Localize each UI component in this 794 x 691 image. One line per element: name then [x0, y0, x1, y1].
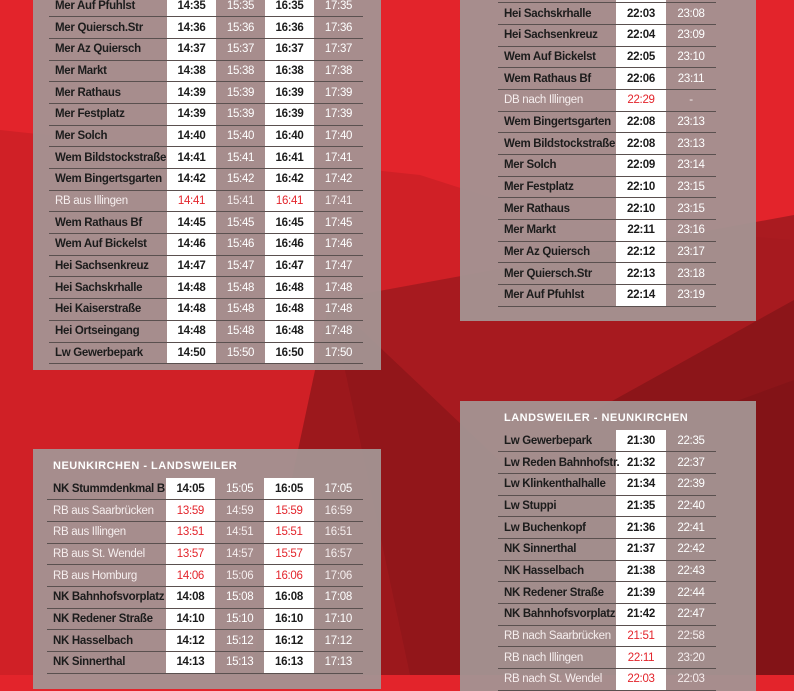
stop-name: Mer Rathaus	[49, 82, 167, 104]
departure-time: 16:57	[314, 543, 363, 565]
stop-name: Mer Rathaus	[498, 198, 616, 220]
stop-name: Mer Az Quiersch	[49, 38, 167, 60]
departure-time: 23:18	[666, 263, 716, 285]
table-row	[49, 17, 363, 39]
table-row	[498, 111, 716, 133]
departure-time: 14:12	[166, 630, 215, 652]
departure-time: 15:51	[264, 521, 313, 543]
timetable-table-bottom-right	[498, 430, 716, 691]
departure-time: 22:13	[616, 263, 666, 285]
departure-time: 14:35	[167, 0, 216, 17]
departure-time: 21:34	[616, 473, 666, 495]
timetable-table-top-left	[49, 0, 363, 364]
departure-time: 16:37	[265, 38, 314, 60]
departure-time: 14:05	[166, 478, 215, 500]
departure-time: 16:59	[314, 500, 363, 522]
stop-name: RB nach St. Wendel	[498, 669, 616, 691]
departure-time: 14:59	[215, 500, 264, 522]
table-row	[47, 543, 363, 565]
departure-time: 22:37	[666, 452, 716, 474]
departure-time: 22:03	[616, 3, 666, 25]
table-row	[49, 277, 363, 299]
departure-time: 14:48	[167, 277, 216, 299]
stop-name: Mer Auf Pfuhlst	[498, 285, 616, 307]
table-row	[49, 212, 363, 234]
stop-name: NK Sinnerthal	[498, 538, 616, 560]
table-row	[498, 560, 716, 582]
table-row	[498, 538, 716, 560]
departure-time: 17:48	[314, 277, 363, 299]
stop-name: Hei Sachsenkreuz	[498, 24, 616, 46]
departure-time: 22:58	[666, 625, 716, 647]
departure-time: 14:46	[167, 234, 216, 256]
departure-time: 23:15	[666, 198, 716, 220]
departure-time: 15:06	[215, 565, 264, 587]
stop-name: NK Stummdenkmal B	[47, 478, 166, 500]
departure-time: -	[666, 89, 716, 111]
timetable-panel-top-right	[460, 0, 756, 321]
stop-name: RB nach Illingen	[498, 647, 616, 669]
departure-time: 21:51	[616, 625, 666, 647]
stop-name: Lw Buchenkopf	[498, 517, 616, 539]
stop-name: Lw Stuppi	[498, 495, 616, 517]
departure-time: 22:43	[666, 560, 716, 582]
stop-name: Mer Quiersch.Str	[49, 17, 167, 39]
departure-time: 15:39	[216, 103, 265, 125]
table-row	[498, 198, 716, 220]
stop-name: Hei Sachsenkreuz	[49, 255, 167, 277]
departure-time: 21:35	[616, 495, 666, 517]
stop-name: Wem Auf Bickelst	[49, 234, 167, 256]
departure-time: 16:48	[265, 320, 314, 342]
departure-time: 15:57	[264, 543, 313, 565]
departure-time: 22:11	[616, 647, 666, 669]
departure-time: 15:05	[215, 478, 264, 500]
table-row	[49, 255, 363, 277]
stop-name: Mer Solch	[49, 125, 167, 147]
departure-time: 13:57	[166, 543, 215, 565]
departure-time: 16:08	[264, 586, 313, 608]
departure-time: 14:37	[167, 38, 216, 60]
departure-time: 17:05	[314, 478, 363, 500]
departure-time: 17:46	[314, 234, 363, 256]
table-row	[47, 630, 363, 652]
stop-name: Lw Klinkenthalhalle	[498, 473, 616, 495]
departure-time: 17:41	[314, 147, 363, 169]
table-row	[49, 147, 363, 169]
departure-time: 14:57	[215, 543, 264, 565]
table-row	[498, 430, 716, 452]
departure-time: 17:35	[314, 0, 363, 17]
departure-time: 15:42	[216, 169, 265, 191]
departure-time: 16:10	[264, 608, 313, 630]
departure-time: 22:41	[666, 517, 716, 539]
departure-time: 23:16	[666, 220, 716, 242]
table-row	[498, 241, 716, 263]
departure-time: 14:10	[166, 608, 215, 630]
departure-time: 17:40	[314, 125, 363, 147]
departure-time: 16:46	[265, 234, 314, 256]
departure-time: 21:36	[616, 517, 666, 539]
departure-time: 17:37	[314, 38, 363, 60]
stop-name: Hei Sachskrhalle	[498, 3, 616, 25]
departure-time: 14:40	[167, 125, 216, 147]
stop-name: Hei Ortseingang	[49, 320, 167, 342]
table-row	[498, 517, 716, 539]
departure-time: 16:12	[264, 630, 313, 652]
table-row	[47, 500, 363, 522]
departure-time: 21:42	[616, 604, 666, 626]
departure-time: 15:10	[215, 608, 264, 630]
departure-time: 22:10	[616, 198, 666, 220]
departure-time: 17:45	[314, 212, 363, 234]
departure-time: 21:39	[616, 582, 666, 604]
table-row	[49, 103, 363, 125]
stop-name: RB aus Saarbrücken	[47, 500, 166, 522]
table-row	[498, 495, 716, 517]
table-row	[498, 24, 716, 46]
table-row	[47, 521, 363, 543]
departure-time: 14:06	[166, 565, 215, 587]
stop-name: Mer Quiersch.Str	[498, 263, 616, 285]
departure-time: 22:47	[666, 604, 716, 626]
stop-name: Wem Bingertsgarten	[49, 169, 167, 191]
stop-name: NK Sinnerthal	[47, 652, 166, 674]
table-row	[49, 38, 363, 60]
departure-time: 22:14	[616, 285, 666, 307]
stop-name: RB aus St. Wendel	[47, 543, 166, 565]
departure-time: 23:13	[666, 111, 716, 133]
timetable-table-bottom-left	[47, 478, 363, 674]
table-row	[498, 133, 716, 155]
table-row	[49, 299, 363, 321]
departure-time: 22:12	[616, 241, 666, 263]
departure-time: 16:13	[264, 652, 313, 674]
departure-time: 22:42	[666, 538, 716, 560]
stop-name: Wem Bildstockstraße	[49, 147, 167, 169]
table-row	[49, 0, 363, 17]
table-row	[498, 625, 716, 647]
departure-time: 17:13	[314, 652, 363, 674]
departure-time: 16:38	[265, 60, 314, 82]
departure-time: 14:50	[167, 342, 216, 364]
timetable-panel-bottom-left	[33, 449, 381, 689]
stop-name: NK Hasselbach	[47, 630, 166, 652]
stop-name: DB nach Illingen	[498, 89, 616, 111]
departure-time: 22:06	[616, 68, 666, 90]
departure-time: 17:06	[314, 565, 363, 587]
departure-time: 23:13	[666, 133, 716, 155]
departure-time: 15:37	[216, 38, 265, 60]
departure-time: 16:41	[265, 190, 314, 212]
departure-time: 22:44	[666, 582, 716, 604]
stop-name: NK Redener Straße	[47, 608, 166, 630]
table-row	[498, 155, 716, 177]
departure-time: 21:30	[616, 430, 666, 452]
timetable-panel-top-left	[33, 0, 381, 370]
departure-time: 23:10	[666, 46, 716, 68]
departure-time: 21:32	[616, 452, 666, 474]
table-row	[498, 3, 716, 25]
stop-name: Lw Reden Bahnhofstr.	[498, 452, 616, 474]
table-row	[47, 586, 363, 608]
departure-time: 15:08	[215, 586, 264, 608]
stop-name: Mer Festplatz	[498, 176, 616, 198]
departure-time: 14:48	[167, 320, 216, 342]
table-row	[498, 452, 716, 474]
departure-time: 23:08	[666, 3, 716, 25]
stop-name: Mer Az Quiersch	[498, 241, 616, 263]
departure-time: 16:51	[314, 521, 363, 543]
table-row	[498, 285, 716, 307]
departure-time: 16:45	[265, 212, 314, 234]
stop-name: NK Bahnhofsvorplatz	[498, 604, 616, 626]
table-row	[498, 263, 716, 285]
departure-time: 23:15	[666, 176, 716, 198]
stop-name: Wem Rathaus Bf	[498, 68, 616, 90]
departure-time: 22:05	[616, 46, 666, 68]
departure-time: 17:39	[314, 103, 363, 125]
departure-time: 16:42	[265, 169, 314, 191]
departure-time: 23:17	[666, 241, 716, 263]
stop-name: Mer Auf Pfuhlst	[49, 0, 167, 17]
departure-time: 14:38	[167, 60, 216, 82]
departure-time: 14:41	[167, 190, 216, 212]
departure-time: 22:35	[666, 430, 716, 452]
table-row	[49, 190, 363, 212]
departure-time: 15:12	[215, 630, 264, 652]
departure-time: 14:51	[215, 521, 264, 543]
departure-time: 16:06	[264, 565, 313, 587]
table-row	[498, 669, 716, 691]
departure-time: 15:39	[216, 82, 265, 104]
stop-name: NK Redener Straße	[498, 582, 616, 604]
timetable-panel-bottom-right	[460, 401, 756, 691]
departure-time: 17:39	[314, 82, 363, 104]
stop-name: Mer Festplatz	[49, 103, 167, 125]
table-row	[49, 125, 363, 147]
table-row	[49, 169, 363, 191]
table-row	[498, 89, 716, 111]
stop-name: Mer Markt	[49, 60, 167, 82]
departure-time: 15:47	[216, 255, 265, 277]
departure-time: 17:38	[314, 60, 363, 82]
departure-time: 16:47	[265, 255, 314, 277]
departure-time: 14:41	[167, 147, 216, 169]
departure-time: 14:36	[167, 17, 216, 39]
stop-name: Wem Auf Bickelst	[498, 46, 616, 68]
departure-time: 16:39	[265, 103, 314, 125]
table-row	[47, 608, 363, 630]
departure-time: 15:40	[216, 125, 265, 147]
departure-time: 16:48	[265, 277, 314, 299]
stop-name: Lw Gewerbepark	[498, 430, 616, 452]
departure-time: 22:08	[616, 111, 666, 133]
departure-time: 22:04	[616, 24, 666, 46]
table-row	[498, 176, 716, 198]
departure-time: 16:36	[265, 17, 314, 39]
table-row	[49, 234, 363, 256]
departure-time: 23:19	[666, 285, 716, 307]
departure-time: 15:48	[216, 299, 265, 321]
departure-time: 15:59	[264, 500, 313, 522]
departure-time: 23:11	[666, 68, 716, 90]
departure-time: 17:48	[314, 320, 363, 342]
table-row	[498, 582, 716, 604]
table-row	[49, 342, 363, 364]
table-row	[49, 82, 363, 104]
departure-time: 15:36	[216, 17, 265, 39]
departure-time: 13:59	[166, 500, 215, 522]
departure-time: 22:09	[616, 155, 666, 177]
departure-time: 14:45	[167, 212, 216, 234]
table-row	[498, 46, 716, 68]
stop-name: Wem Rathaus Bf	[49, 212, 167, 234]
departure-time: 22:39	[666, 473, 716, 495]
departure-time: 22:11	[616, 220, 666, 242]
departure-time: 23:09	[666, 24, 716, 46]
departure-time: 15:13	[215, 652, 264, 674]
departure-time: 15:48	[216, 277, 265, 299]
table-row	[498, 473, 716, 495]
table-row	[49, 320, 363, 342]
departure-time: 14:39	[167, 103, 216, 125]
departure-time: 15:45	[216, 212, 265, 234]
departure-time: 16:40	[265, 125, 314, 147]
departure-time: 14:47	[167, 255, 216, 277]
departure-time: 15:35	[216, 0, 265, 17]
stop-name: Wem Bildstockstraße	[498, 133, 616, 155]
stop-name: RB aus Homburg	[47, 565, 166, 587]
departure-time: 17:12	[314, 630, 363, 652]
departure-time: 17:10	[314, 608, 363, 630]
departure-time: 15:41	[216, 190, 265, 212]
departure-time: 17:42	[314, 169, 363, 191]
departure-time: 22:40	[666, 495, 716, 517]
stop-name: Mer Markt	[498, 220, 616, 242]
stop-name: Wem Bingertsgarten	[498, 111, 616, 133]
departure-time: 13:51	[166, 521, 215, 543]
stop-name: Lw Gewerbepark	[49, 342, 167, 364]
departure-time: 16:35	[265, 0, 314, 17]
departure-time: 16:48	[265, 299, 314, 321]
departure-time: 23:20	[666, 647, 716, 669]
departure-time: 15:38	[216, 60, 265, 82]
departure-time: 17:50	[314, 342, 363, 364]
stop-name: Hei Kaiserstraße	[49, 299, 167, 321]
departure-time: 17:36	[314, 17, 363, 39]
departure-time: 17:41	[314, 190, 363, 212]
stop-name: RB aus Illingen	[47, 521, 166, 543]
departure-time: 22:03	[616, 669, 666, 691]
departure-time: 16:41	[265, 147, 314, 169]
stop-name: RB nach Saarbrücken	[498, 625, 616, 647]
table-row	[498, 604, 716, 626]
departure-time: 15:50	[216, 342, 265, 364]
stop-name: Hei Sachskrhalle	[49, 277, 167, 299]
departure-time: 14:08	[166, 586, 215, 608]
table-row	[498, 647, 716, 669]
departure-time: 22:10	[616, 176, 666, 198]
table-row	[49, 60, 363, 82]
panel-title: NEUNKIRCHEN - LANDSWEILER	[53, 460, 238, 472]
departure-time: 14:48	[167, 299, 216, 321]
departure-time: 22:03	[666, 669, 716, 691]
stop-name: Mer Solch	[498, 155, 616, 177]
departure-time: 21:38	[616, 560, 666, 582]
departure-time: 17:47	[314, 255, 363, 277]
departure-time: 21:37	[616, 538, 666, 560]
departure-time: 16:39	[265, 82, 314, 104]
departure-time: 15:48	[216, 320, 265, 342]
stop-name: RB aus Illingen	[49, 190, 167, 212]
table-row	[47, 478, 363, 500]
table-row	[47, 565, 363, 587]
stop-name: NK Bahnhofsvorplatz	[47, 586, 166, 608]
departure-time: 16:05	[264, 478, 313, 500]
departure-time: 16:50	[265, 342, 314, 364]
departure-time: 23:14	[666, 155, 716, 177]
stop-name: NK Hasselbach	[498, 560, 616, 582]
table-row	[498, 220, 716, 242]
departure-time: 14:13	[166, 652, 215, 674]
panel-title: LANDSWEILER - NEUNKIRCHEN	[504, 412, 689, 424]
timetable-table-top-right	[498, 0, 716, 307]
departure-time: 22:08	[616, 133, 666, 155]
table-row	[498, 68, 716, 90]
departure-time: 14:42	[167, 169, 216, 191]
departure-time: 15:41	[216, 147, 265, 169]
table-row	[47, 652, 363, 674]
departure-time: 14:39	[167, 82, 216, 104]
departure-time: 22:29	[616, 89, 666, 111]
departure-time: 17:48	[314, 299, 363, 321]
departure-time: 17:08	[314, 586, 363, 608]
departure-time: 15:46	[216, 234, 265, 256]
